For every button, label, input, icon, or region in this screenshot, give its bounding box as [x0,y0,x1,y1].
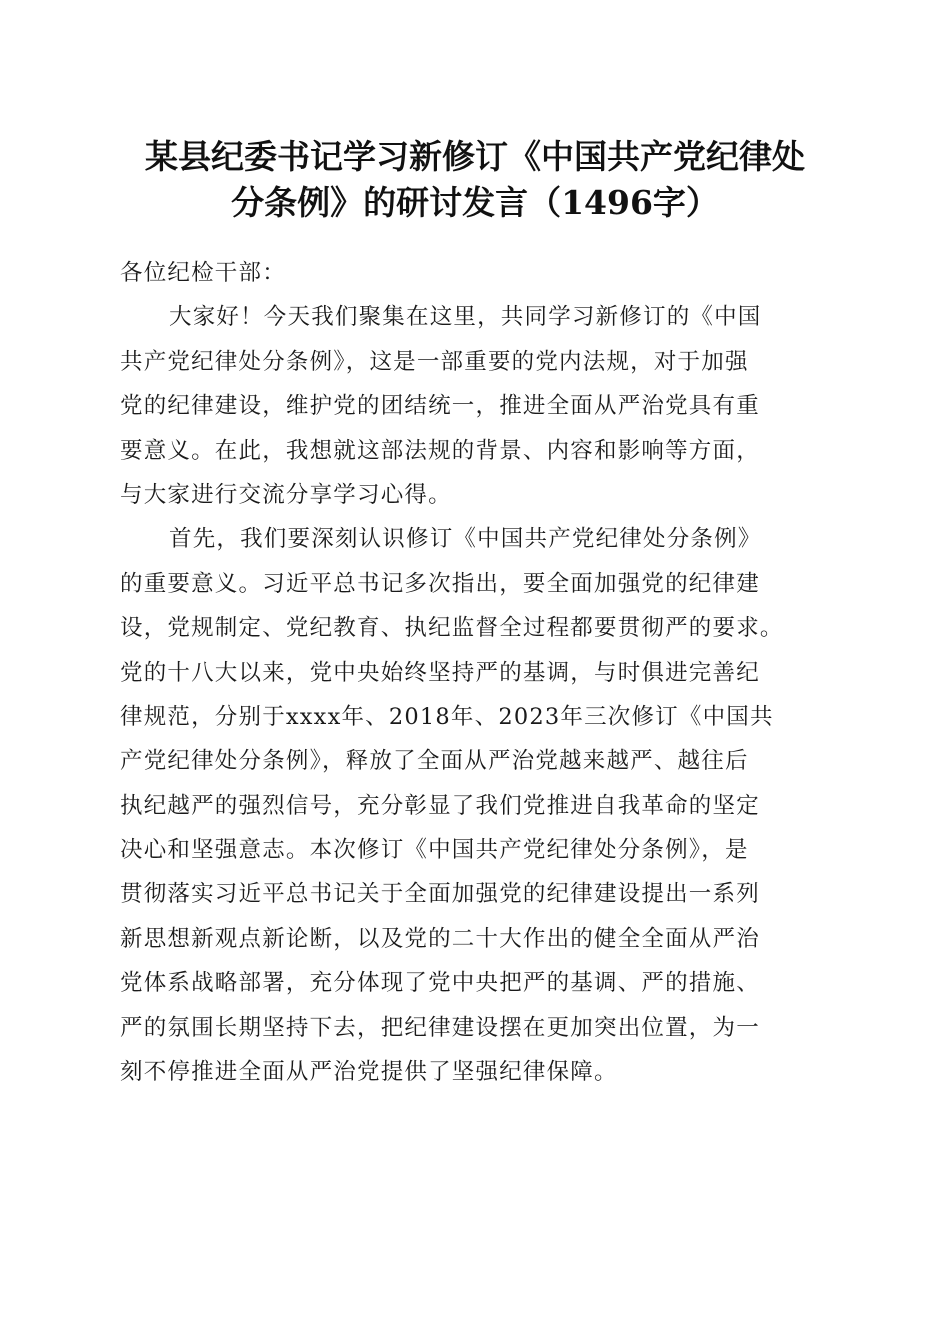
paragraph-line: 刻不停推进全面从严治党提供了坚强纪律保障。 [120,1059,618,1086]
title-line-1: 某县纪委书记学习新修订《中国共产党纪律处 [145,137,805,176]
title-line-2: 分条例》的研讨发言（1496字） [231,183,719,222]
paragraph-line: 党的十八大以来，党中央始终坚持严的基调，与时俱进完善纪 [120,659,760,686]
paragraph-line: 决心和坚强意志。本次修订《中国共产党纪律处分条例》，是 [120,837,749,864]
paragraph-line: 首先，我们要深刻认识修订《中国共产党纪律处分条例》 [169,526,762,553]
paragraph-line: 产党纪律处分条例》，释放了全面从严治党越来越严、越往后 [120,748,749,775]
paragraph-line: 党的纪律建设，维护党的团结统一，推进全面从严治党具有重 [120,393,760,420]
paragraph-line: 执纪越严的强烈信号，充分彰显了我们党推进自我革命的坚定 [120,792,760,819]
paragraph-1 [120,295,832,517]
document-body [120,251,832,1094]
paragraph-line: 大家好！今天我们聚集在这里，共同学习新修订的《中国 [169,304,762,331]
paragraph-line: 贯彻落实习近平总书记关于全面加强党的纪律建设提出一系列 [120,881,760,908]
paragraph-2 [120,517,832,1094]
salutation: 各位纪检干部： [120,260,286,286]
paragraph-line: 党体系战略部署，充分体现了党中央把严的基调、严的措施、 [120,970,760,997]
paragraph-line: 要意义。在此，我想就这部法规的背景、内容和影响等方面， [120,437,760,464]
paragraph-line: 与大家进行交流分享学习心得。 [120,481,452,508]
paragraph-line: 设，党规制定、党纪教育、执纪监督全过程都要贯彻严的要求。 [120,615,784,642]
document-title [100,134,850,226]
paragraph-line: 新思想新观点新论断，以及党的二十大作出的健全全面从严治 [120,925,760,952]
paragraph-line: 律规范，分别于xxxx年、2018年、2023年三次修订《中国共 [120,703,774,730]
paragraph-line: 严的氛围长期坚持下去，把纪律建设摆在更加突出位置，为一 [120,1014,760,1041]
paragraph-line: 共产党纪律处分条例》，这是一部重要的党内法规，对于加强 [120,348,749,375]
paragraph-line: 的重要意义。习近平总书记多次指出，要全面加强党的纪律建 [120,570,760,597]
